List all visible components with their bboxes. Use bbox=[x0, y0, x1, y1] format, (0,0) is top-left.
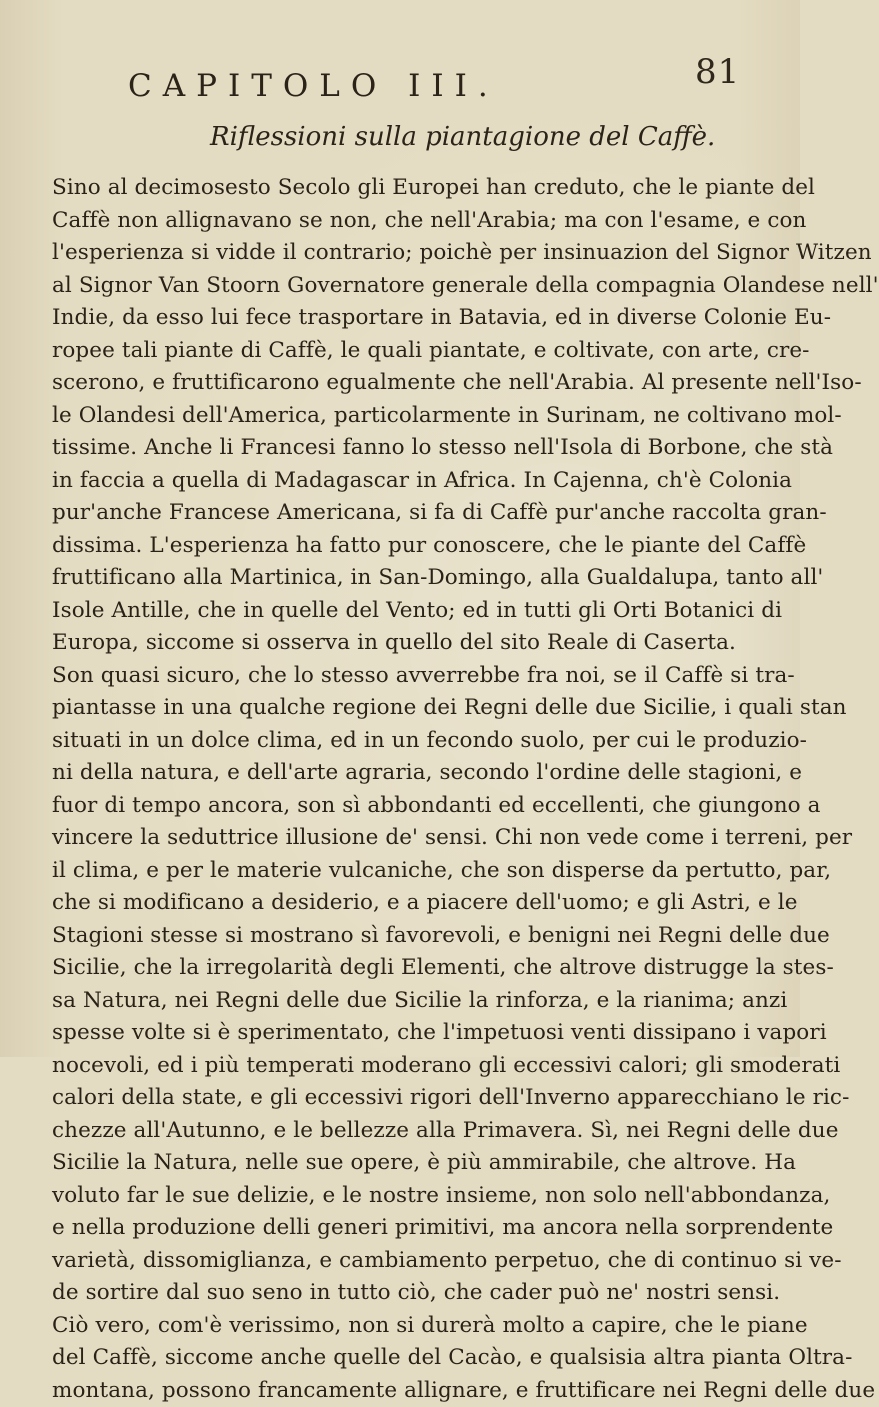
body-line: e nella produzione delli generi primitivi, ma ancora nella sorprendente bbox=[52, 1212, 752, 1245]
body-line: nocevoli, ed i più temperati moderano gli eccessivi calori; gli smoderati bbox=[52, 1050, 752, 1083]
body-text bbox=[52, 172, 752, 1407]
body-line: ni della natura, e dell'arte agraria, secondo l'ordine delle stagioni, e bbox=[52, 757, 752, 790]
body-line: varietà, dissomiglianza, e cambiamento perpetuo, che di continuo si ve- bbox=[52, 1245, 752, 1278]
body-line: Ciò vero, com'è verissimo, non si durerà molto a capire, che le piane bbox=[52, 1310, 752, 1343]
body-line: piantasse in una qualche regione dei Regni delle due Sicilie, i quali stan bbox=[52, 692, 752, 725]
body-line: Indie, da esso lui fece trasportare in Batavia, ed in diverse Colonie Eu- bbox=[52, 302, 752, 335]
body-line: al Signor Van Stoorn Governatore generale della compagnia Olandese nell' bbox=[52, 270, 752, 303]
body-line: Son quasi sicuro, che lo stesso avverrebbe fra noi, se il Caffè si tra- bbox=[52, 660, 752, 693]
body-line: fruttificano alla Martinica, in San-Domingo, alla Gualdalupa, tanto all' bbox=[52, 562, 752, 595]
body-line: montana, possono francamente allignare, e fruttificare nei Regni delle due bbox=[52, 1375, 752, 1407]
chapter-title: CAPITOLO III. bbox=[128, 68, 499, 104]
body-line: del Caffè, siccome anche quelle del Cacào, e qualsisia altra pianta Oltra- bbox=[52, 1342, 752, 1375]
body-line: le Olandesi dell'America, particolarmente in Surinam, ne coltivano mol- bbox=[52, 400, 752, 433]
body-line: spesse volte si è sperimentato, che l'impetuosi venti dissipano i vapori bbox=[52, 1017, 752, 1050]
body-line: dissima. L'esperienza ha fatto pur conoscere, che le piante del Caffè bbox=[52, 530, 752, 563]
body-line: che si modificano a desiderio, e a piacere dell'uomo; e gli Astri, e le bbox=[52, 887, 752, 920]
body-line: pur'anche Francese Americana, si fa di Caffè pur'anche raccolta gran- bbox=[52, 497, 752, 530]
body-line: l'esperienza si vidde il contrario; poichè per insinuazion del Signor Witzen bbox=[52, 237, 752, 270]
body-line: Europa, siccome si osserva in quello del sito Reale di Caserta. bbox=[52, 627, 752, 660]
body-line: Sicilie la Natura, nelle sue opere, è più ammirabile, che altrove. Ha bbox=[52, 1147, 752, 1180]
body-line: Sicilie, che la irregolarità degli Elementi, che altrove distrugge la stes- bbox=[52, 952, 752, 985]
body-line: Sino al decimosesto Secolo gli Europei han creduto, che le piante del bbox=[52, 172, 752, 205]
body-line: chezze all'Autunno, e le bellezze alla Primavera. Sì, nei Regni delle due bbox=[52, 1115, 752, 1148]
body-line: de sortire dal suo seno in tutto ciò, che cader può ne' nostri sensi. bbox=[52, 1277, 752, 1310]
body-line: in faccia a quella di Madagascar in Africa. In Cajenna, ch'è Colonia bbox=[52, 465, 752, 498]
body-line: il clima, e per le materie vulcaniche, che son disperse da pertutto, par, bbox=[52, 855, 752, 888]
body-line: tissime. Anche li Francesi fanno lo stesso nell'Isola di Borbone, che stà bbox=[52, 432, 752, 465]
body-line: calori della state, e gli eccessivi rigori dell'Inverno apparecchiano le ric- bbox=[52, 1082, 752, 1115]
body-line: scerono, e fruttificarono egualmente che nell'Arabia. Al presente nell'Iso- bbox=[52, 367, 752, 400]
body-line: voluto far le sue delizie, e le nostre insieme, non solo nell'abbondanza, bbox=[52, 1180, 752, 1213]
body-line: Stagioni stesse si mostrano sì favorevoli, e benigni nei Regni delle due bbox=[52, 920, 752, 953]
body-line: sa Natura, nei Regni delle due Sicilie la rinforza, e la rianima; anzi bbox=[52, 985, 752, 1018]
body-line: situati in un dolce clima, ed in un fecondo suolo, per cui le produzio- bbox=[52, 725, 752, 758]
page-number: 81 bbox=[695, 52, 740, 92]
body-line: Caffè non allignavano se non, che nell'Arabia; ma con l'esame, e con bbox=[52, 205, 752, 238]
body-line: fuor di tempo ancora, son sì abbondanti ed eccellenti, che giungono a bbox=[52, 790, 752, 823]
body-line: vincere la seduttrice illusione de' sensi. Chi non vede come i terreni, per bbox=[52, 822, 752, 855]
chapter-subtitle: Riflessioni sulla piantagione del Caffè. bbox=[210, 122, 715, 152]
body-line: Isole Antille, che in quelle del Vento; ed in tutti gli Orti Botanici di bbox=[52, 595, 752, 628]
body-line: ropee tali piante di Caffè, le quali piantate, e coltivate, con arte, cre- bbox=[52, 335, 752, 368]
